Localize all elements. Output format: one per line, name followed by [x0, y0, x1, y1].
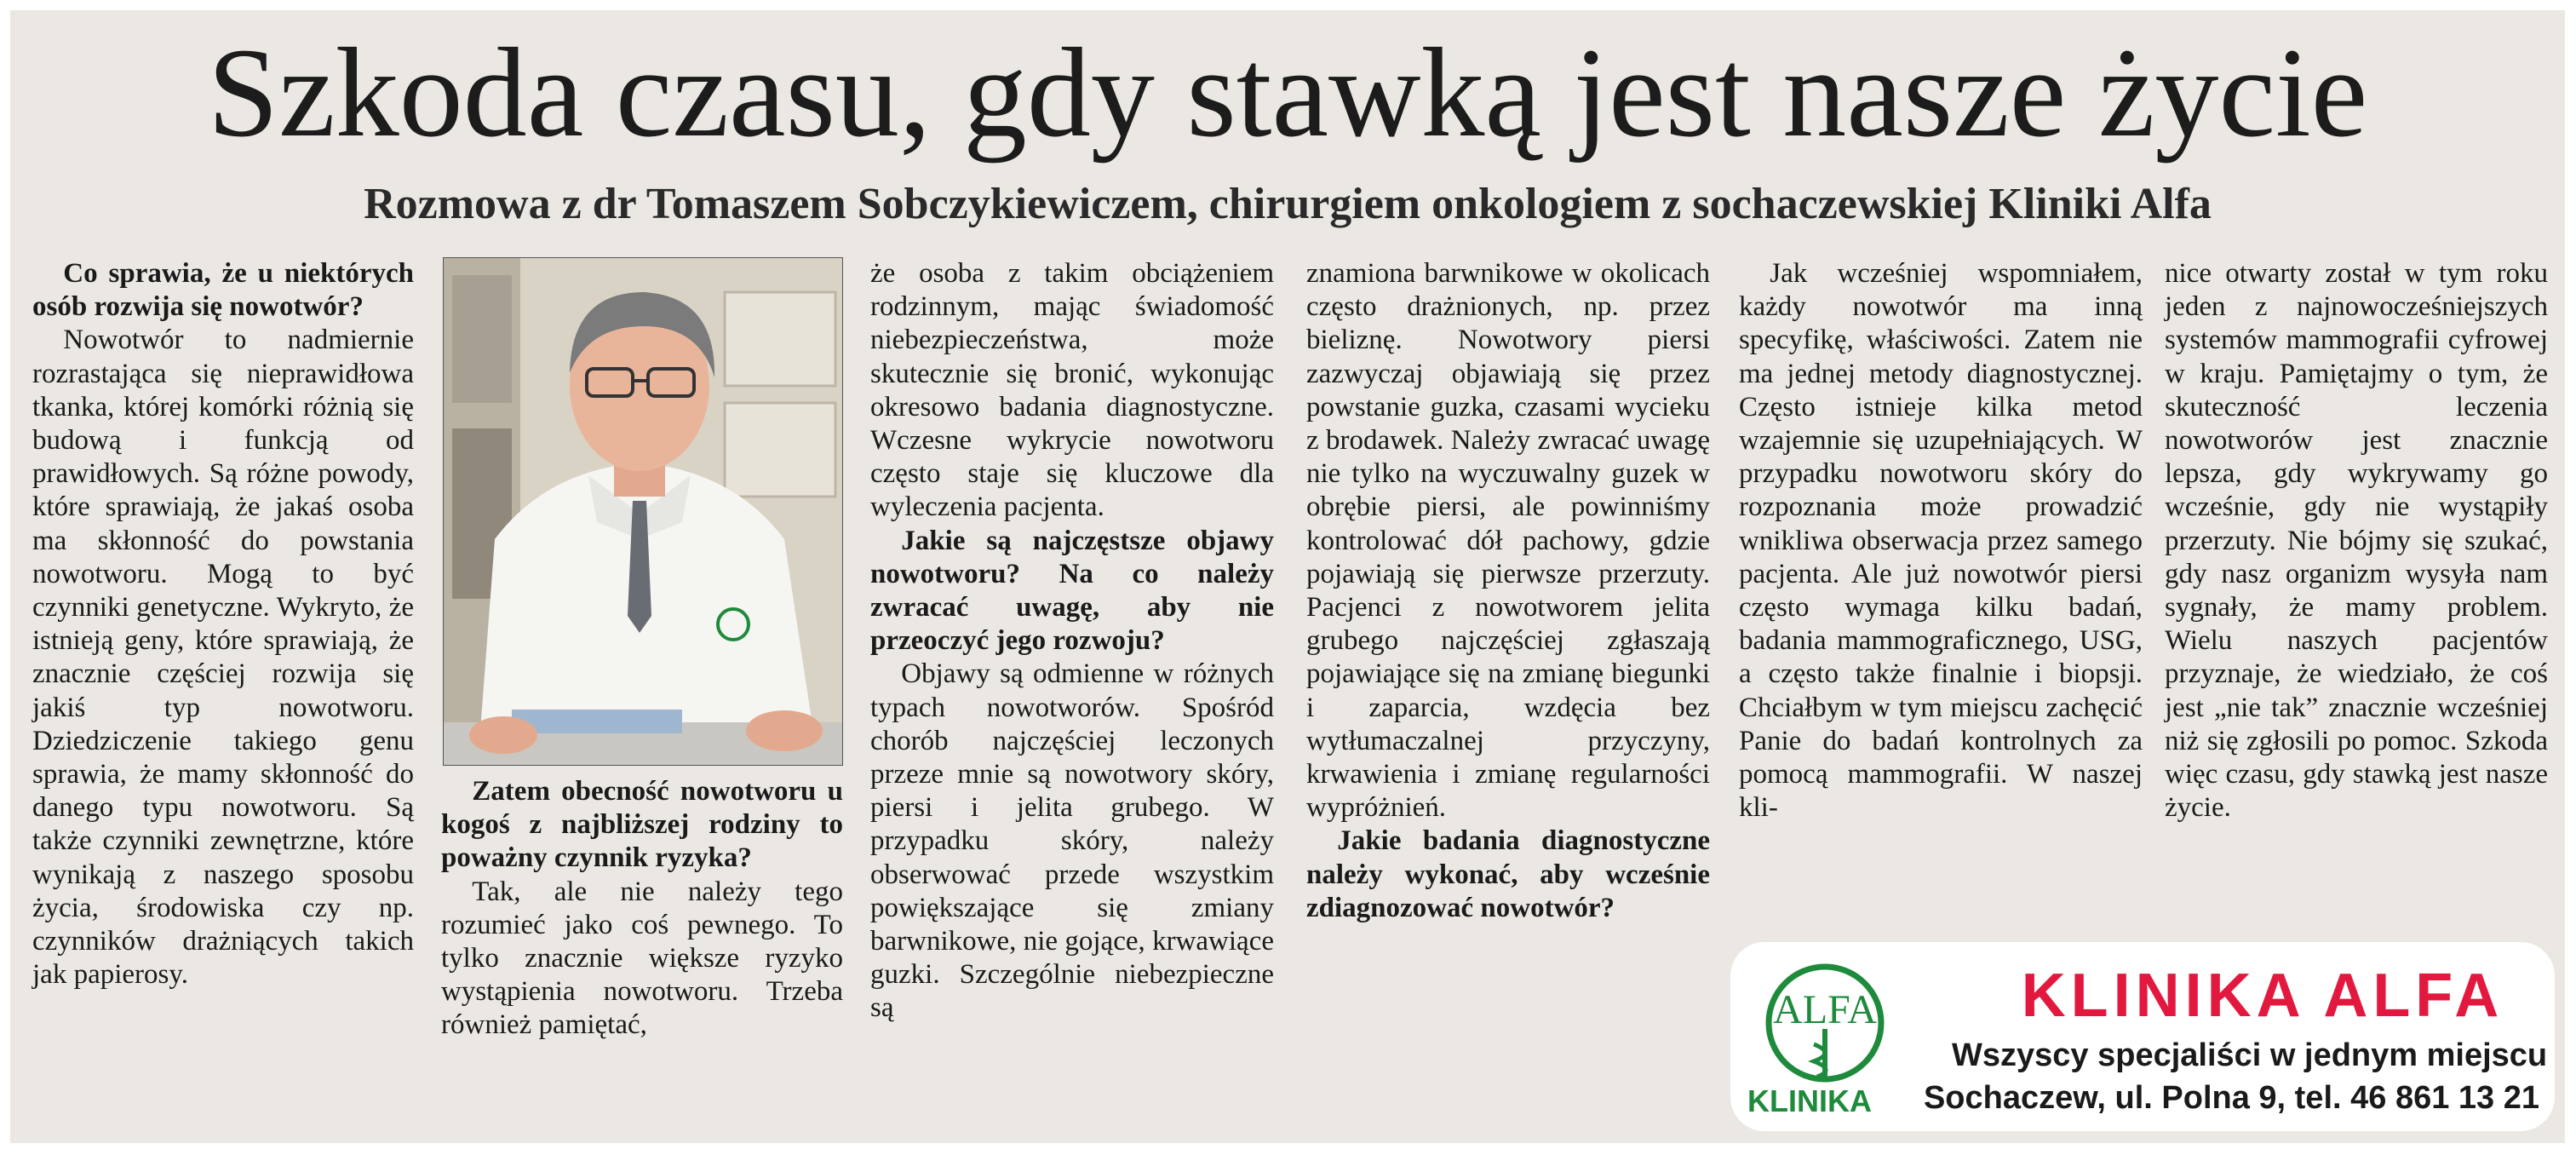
- question-2: Zatem obecność nowotworu u kogoś z najbliższej rodziny to poważny czynnik ryzyka?: [441, 776, 843, 874]
- question-1: Co sprawia, że u niektórych osób rozwija się nowotwór?: [32, 258, 414, 323]
- clinic-name: KLINIKA ALFA: [2021, 962, 2504, 1030]
- answer-2-continued: że osoba z takim obciążeniem rodzinnym, mając świadomość niebezpieczeństwa, może skutecznie się bronić, wykonując okresowo badania diagnostyczne. Wczesne wykrycie nowotworu często staje się kluczowe dla wyleczenia pacjenta.: [870, 258, 1274, 523]
- doctor-photo: [443, 257, 843, 766]
- logo-label: KLINIKA: [1747, 1083, 1872, 1118]
- doctor-portrait-image: [444, 258, 842, 765]
- subheadline: Rozmowa z dr Tomaszem Sobczykiewiczem, chirurgiem onkologiem z sochaczewskiej Kliniki Alfa: [364, 180, 2212, 228]
- question-4: Jakie badania diagnostyczne należy wykonać, aby wcześnie zdiagnozować nowotwór?: [1306, 825, 1710, 923]
- answer-3: Objawy są odmienne w różnych typach nowotworów. Spośród chorób najczęściej leczonych przeze mnie są nowotwory skóry, piersi i jelita grubego. W przypadku skóry, należy obserwować przede wszystkim powiększające się zmiany barwnikowe, nie gojące, krwawiące guzki. Szczególnie niebezpieczne są: [870, 658, 1274, 1024]
- question-3: Jakie są najczęstsze objawy nowotworu? Na co należy zwracać uwagę, aby nie przeoczyć jego rozwoju?: [870, 525, 1274, 657]
- newspaper-page: [10, 10, 2565, 1143]
- answer-3-continued: znamiona barwnikowe w okolicach często drażnionych, np. przez bieliznę. Nowotwory piersi zazwyczaj objawiają się przez powstanie guzka, czasami wycieku z brodawek. Należy zwracać uwagę nie tylko na wyczuwalny guzek w obrębie piersi, ale powinniśmy kontrolować dół pachowy, gdzie pojawiają się pierwsze przerzuty. Pacjenci z nowotworem jelita grubego najczęściej zgłaszają pojawiające się na zmianę biegunki i zaparcia, wzdęcia bez wytłumaczalnej przyczyny, krwawienia i zmianę regularności wypróżnień.: [1306, 258, 1710, 824]
- logo-text: ALFA: [1773, 987, 1877, 1032]
- article-column-4: [1306, 257, 1710, 925]
- article-column-2: [441, 775, 843, 1043]
- article-column-6: [2165, 257, 2548, 825]
- answer-4-continued: nice otwarty został w tym roku jeden z najnowocześniejszych systemów mammografii cyfrowej w kraju. Pamiętajmy o tym, że skuteczność leczenia nowotworów jest znacznie lepsza, gdy wykrywamy go wcześnie, gdy nie wystąpiły przerzuty. Nie bójmy się szukać, gdy nasz organizm wysyła nam sygnały, że mamy problem. Wielu naszych pacjentów przyznaje, że wiedziało, że coś jest „nie tak” znacznie wcześniej niż się zgłosili po pomoc. Szkoda więc czasu, gdy stawką jest nasze życie.: [2165, 258, 2548, 824]
- answer-2: Tak, ale nie należy tego rozumieć jako coś pewnego. To tylko znacznie większe ryzyko wystąpienia nowotworu. Trzeba również pamiętać,: [441, 876, 843, 1041]
- article-column-1: [32, 257, 414, 991]
- clinic-tagline: Wszyscy specjaliści w jednym miejscu: [1952, 1037, 2548, 1073]
- clinic-address: Sochaczew, ul. Polna 9, tel. 46 861 13 21: [1923, 1080, 2539, 1116]
- answer-1: Nowotwór to nadmiernie rozrastająca się nieprawidłowa tkanka, której komórki różnią się budową i funkcją od prawidłowych. Są różne powody, które sprawiają, że jakaś osoba ma skłonność do powstania nowotworu. Mogą to być czynniki genetyczne. Wykryto, że istnieją geny, które sprawiają, że znacznie częściej rozwija się jakiś typ nowotworu. Dziedziczenie takiego genu sprawia, że mamy skłonność do danego typu nowotworu. Są także czynniki zewnętrzne, które wynikają z naszego sposobu życia, środowiska czy np. czynników drażniących takich jak papierosy.: [32, 325, 414, 991]
- headline: Szkoda czasu, gdy stawką jest nasze życie: [207, 22, 2368, 164]
- article-column-3: [870, 257, 1274, 1026]
- answer-4: Jak wcześniej wspomniałem, każdy nowotwór ma inną specyfikę, właściwości. Zatem nie ma jednej metody diagnostycznej. Często istnieje kilka metod wzajemnie się uzupełniających. W przypadku nowotworu skóry do rozpoznania może prowadzić wnikliwa obserwacja przez samego pacjenta. Ale już nowotwór piersi często wymaga kilku badań, badania mammograficznego, USG, a często także finalnie i biopsji. Chciałbym w tym miejscu zachęcić Panie do badań kontrolnych za pomocą mammografii. W naszej kli-: [1739, 258, 2143, 824]
- article-column-5: [1739, 257, 2143, 825]
- clinic-advertisement: [1730, 942, 2555, 1131]
- alfa-logo-icon: [1761, 959, 1889, 1095]
